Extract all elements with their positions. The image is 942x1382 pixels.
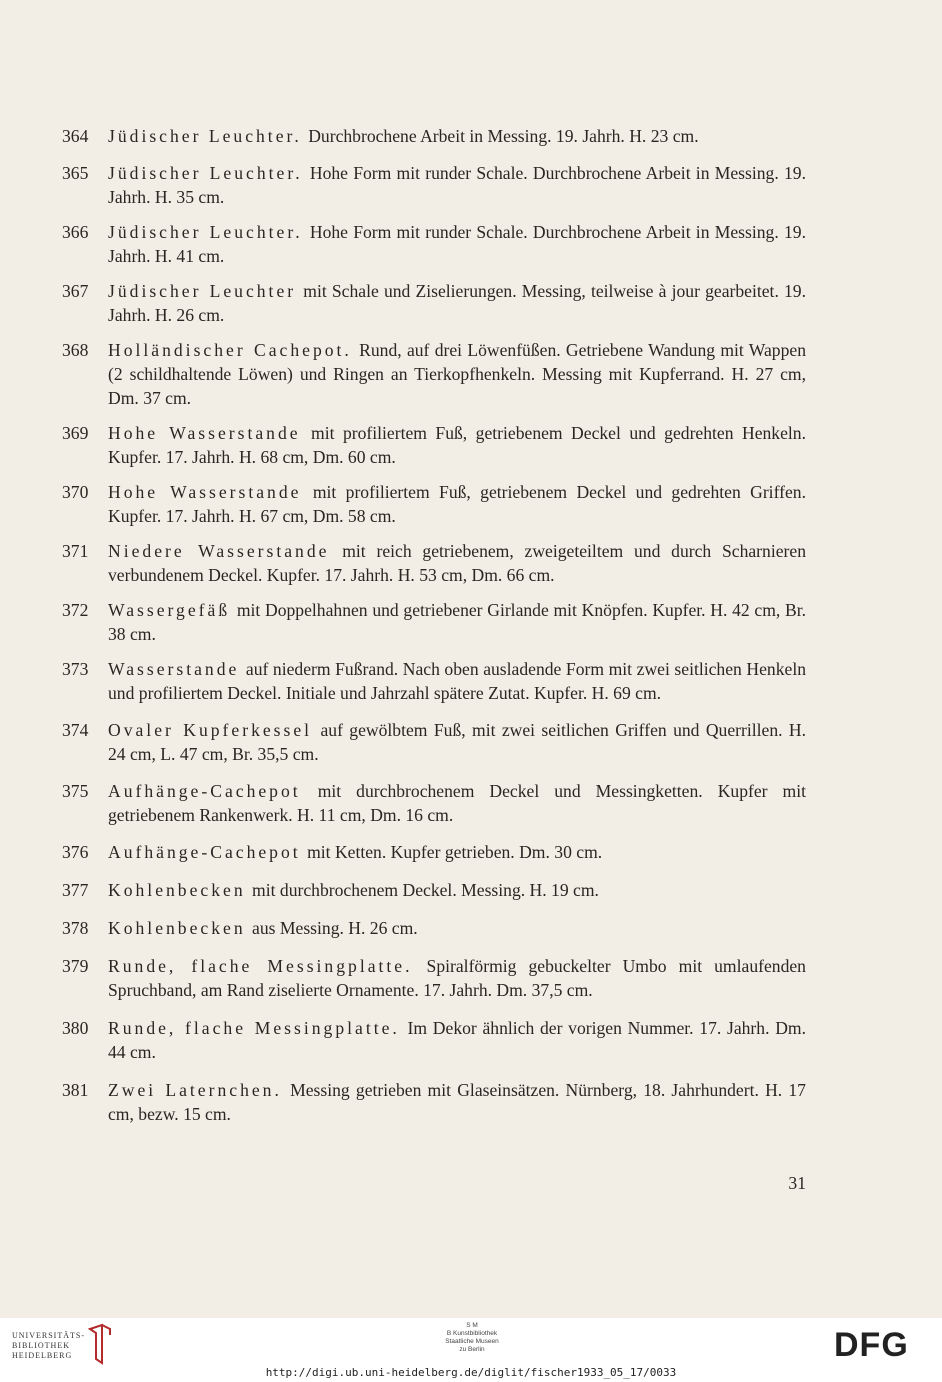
museum-stamp [400, 1322, 544, 1354]
entry-number: 375 [62, 781, 89, 801]
entry-text: mit Ketten. Kupfer getrieben. Dm. 30 cm. [307, 842, 603, 862]
entry-text: mit profiliertem Fuß, getriebenem Deckel und gedrehten Henkeln. Kupfer. 17. Jahrh. H. 68 cm, Dm. 60 cm. [108, 423, 806, 467]
stamp-line: zu Berlin [459, 1346, 485, 1353]
entry-text: mit reich getriebenem, zweigeteiltem und durch Scharnieren verbundenem Deckel. Kupfer. 17. Jahrh. H. 53 cm, Dm. 66 cm. [108, 541, 806, 585]
catalog-entry [62, 657, 806, 705]
university-logo-icon [86, 1323, 114, 1365]
entry-number: 369 [62, 423, 89, 443]
entry-title: Jüdischer Leuchter. [108, 126, 302, 146]
entry-text: Hohe Form mit runder Schale. Durchbrochene Arbeit in Messing. 19. Jahrh. H. 35 cm. [108, 163, 806, 207]
catalog-entry [62, 279, 806, 327]
university-line: HEIDELBERG [12, 1351, 73, 1360]
catalog-entry [62, 480, 806, 528]
entry-number: 380 [62, 1018, 89, 1038]
university-line: BIBLIOTHEK [12, 1341, 70, 1350]
entry-text: Im Dekor ähnlich der vorigen Nummer. 17. Jahrh. Dm. 44 cm. [108, 1018, 806, 1062]
dfg-logo: DFG [834, 1326, 909, 1364]
catalog-entry [62, 1078, 806, 1126]
entry-title: Ovaler Kupferkessel [108, 720, 313, 740]
entry-text: auf gewölbtem Fuß, mit zwei seitlichen Griffen und Querrillen. H. 24 cm, L. 47 cm, Br. 35,5 cm. [108, 720, 807, 764]
entry-number: 366 [62, 222, 89, 242]
entry-title: Zwei Laternchen. [108, 1080, 282, 1100]
entry-title: Jüdischer Leuchter. [108, 222, 303, 242]
entry-number: 373 [62, 659, 89, 679]
entry-text: mit durchbrochenem Deckel und Messingketten. Kupfer mit getriebenem Rankenwerk. H. 11 cm, Dm. 16 cm. [108, 781, 807, 825]
entry-number: 367 [62, 281, 89, 301]
entry-title: Jüdischer Leuchter [108, 281, 297, 301]
stamp-line: Staatliche Museen [445, 1338, 499, 1345]
entry-title: Runde, flache Messingplatte. [108, 956, 413, 976]
catalog-entry [62, 916, 806, 940]
entry-number: 364 [62, 126, 89, 146]
entry-text: Hohe Form mit runder Schale. Durchbrochene Arbeit in Messing. 19. Jahrh. H. 41 cm. [108, 222, 806, 266]
entry-text: Rund, auf drei Löwenfüßen. Getriebene Wandung mit Wappen (2 schildhaltende Löwen) und Ringen an Tierkopfhenkeln. Messing mit Kupferrand. H. 27 cm, Dm. 37 cm. [108, 340, 806, 408]
catalog-entry [62, 161, 806, 209]
entry-title: Niedere Wasserstande [108, 541, 330, 561]
catalog-entry [62, 598, 806, 646]
entry-text: Messing getrieben mit Glaseinsätzen. Nürnberg, 18. Jahrhundert. H. 17 cm, bezw. 15 cm. [108, 1080, 806, 1124]
page-number: 31 [788, 1173, 806, 1193]
entry-title: Kohlenbecken [108, 880, 246, 900]
entry-number: 376 [62, 842, 89, 862]
catalog-entry [62, 338, 806, 410]
catalog-entry [62, 421, 806, 469]
entry-title: Hohe Wasserstande [108, 482, 302, 502]
entry-title: Wassergefäß [108, 600, 231, 620]
stamp-line: S M [466, 1322, 478, 1329]
entry-number: 370 [62, 482, 89, 502]
entry-text: mit Doppelhahnen und getriebener Girlande mit Knöpfen. Kupfer. H. 42 cm, Br. 38 cm. [108, 600, 807, 644]
entry-number: 379 [62, 956, 89, 976]
catalog-entry [62, 539, 806, 587]
entry-number: 381 [62, 1080, 89, 1100]
catalog-entry [62, 718, 806, 766]
stamp-line: B Kunstbibliothek [446, 1330, 498, 1337]
entry-text: mit durchbrochenem Deckel. Messing. H. 19 cm. [252, 880, 599, 900]
catalog-entry [62, 840, 806, 864]
entry-text: mit profiliertem Fuß, getriebenem Deckel und gedrehten Griffen. Kupfer. 17. Jahrh. H. 67 cm, Dm. 58 cm. [108, 482, 806, 526]
entry-number: 374 [62, 720, 89, 740]
catalog-entry [62, 124, 806, 148]
entry-title: Holländischer Cachepot. [108, 340, 352, 360]
entry-number: 378 [62, 918, 89, 938]
catalog-entry [62, 220, 806, 268]
catalog-entries [62, 124, 806, 1126]
entry-number: 371 [62, 541, 89, 561]
entry-text: Spiralförmig gebuckelter Umbo mit umlaufenden Spruchband, am Rand ziselierte Ornamente. 17. Jahrh. Dm. 37,5 cm. [108, 956, 806, 1000]
entry-title: Aufhänge-Cachepot [108, 842, 301, 862]
entry-title: Wasserstande [108, 659, 240, 679]
permalink-url[interactable]: http://digi.ub.uni-heidelberg.de/diglit/fischer1933_05_17/0033 [265, 1366, 677, 1379]
entry-title: Aufhänge-Cachepot [108, 781, 301, 801]
entry-title: Jüdischer Leuchter. [108, 163, 303, 183]
university-library-logo-text [12, 1331, 85, 1361]
entry-number: 372 [62, 600, 89, 620]
entry-text: aus Messing. H. 26 cm. [252, 918, 418, 938]
catalog-entry [62, 954, 806, 1002]
catalog-entry [62, 878, 806, 902]
university-line: UNIVERSITÄTS- [12, 1331, 85, 1340]
catalog-entry [62, 779, 806, 827]
entry-text: Durchbrochene Arbeit in Messing. 19. Jahrh. H. 23 cm. [308, 126, 699, 146]
entry-number: 365 [62, 163, 89, 183]
entry-text: mit Schale und Ziselierungen. Messing, teilweise à jour gearbeitet. 19. Jahrh. H. 26 cm. [108, 281, 806, 325]
catalog-entry [62, 1016, 806, 1064]
entry-title: Runde, flache Messingplatte. [108, 1018, 400, 1038]
entry-number: 377 [62, 880, 89, 900]
entry-title: Kohlenbecken [108, 918, 246, 938]
entry-title: Hohe Wasserstande [108, 423, 301, 443]
entry-text: auf niederm Fußrand. Nach oben ausladende Form mit zwei seitlichen Henkeln und profiliertem Deckel. Initiale und Jahrzahl spätere Zutat. Kupfer. H. 69 cm. [108, 659, 806, 703]
entry-number: 368 [62, 340, 89, 360]
